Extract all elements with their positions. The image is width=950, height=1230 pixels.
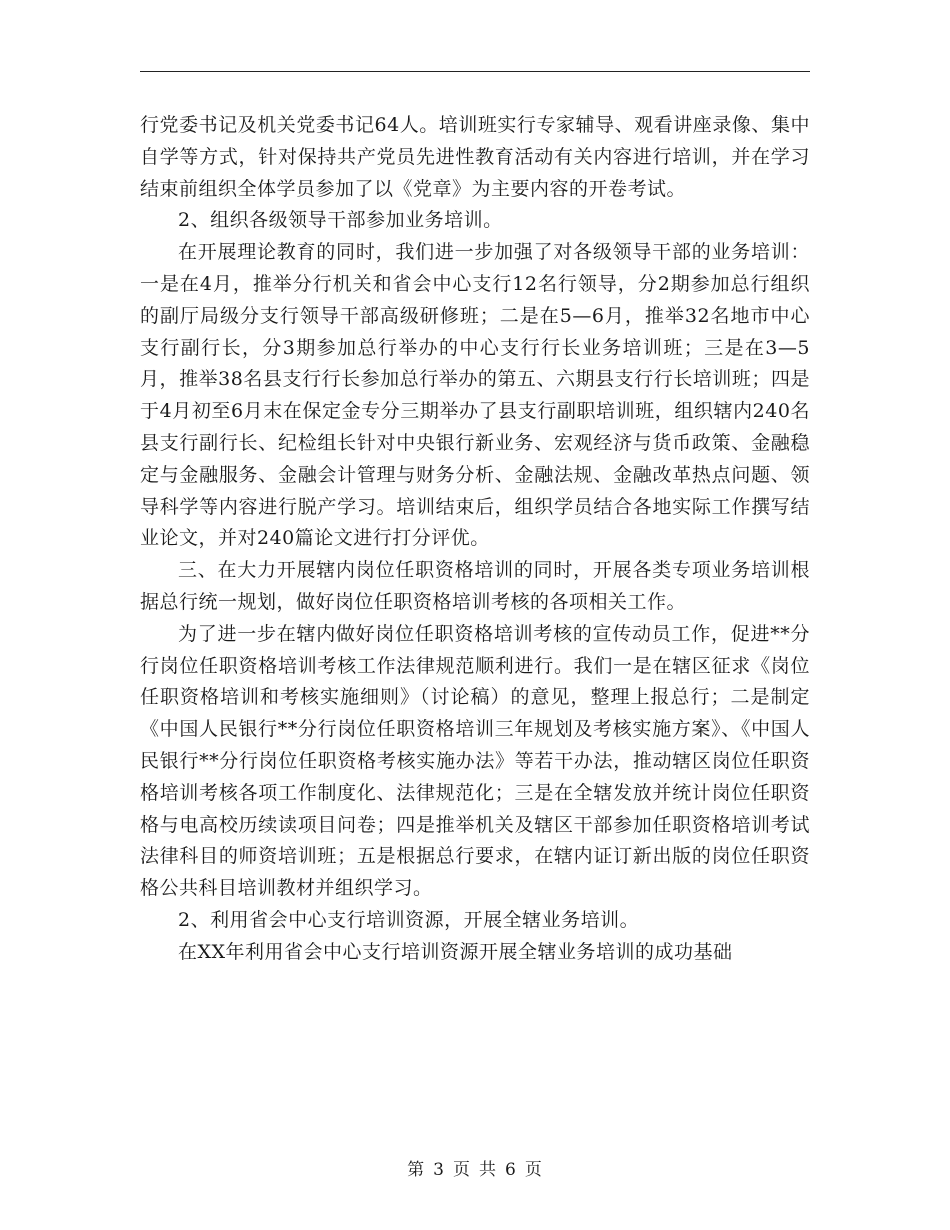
footer-prefix: 第 [407,1160,426,1180]
heading-leader-training: 2、组织各级领导干部参加业务培训。 [178,209,503,232]
footer-page-number: 3 [433,1160,445,1180]
footer-total-word: 共 [479,1160,497,1180]
document-body [140,110,810,969]
heading-provincial-resources: 2、利用省会中心支行培训资源，开展全辖业务培训。 [178,908,640,931]
paragraph-provincial-resources: 在XX年利用省会中心支行培训资源开展全辖业务培训的成功基础 [178,940,733,963]
paragraph-leader-training: 在开展理论教育的同时，我们进一步加强了对各级领导干部的业务培训：一是在4月，推举分行机关和省会中心支行12名行领导，分2期参加总行组织的副厅局级分支行领导干部高级研修班；二是在5—6月，推举32名地市中心支行副行长，分3期参加总行举办的中心支行行长业务培训班；三是在3—5月，推举38名县支行行长参加总行举办的第五、六期县支行行长培训班；四是于4月初至6月末在保定金专分三期举办了县支行副职培训班，组织辖内240名县支行副行长、纪检组长针对中央银行新业务、宏观经济与货币政策、金融稳定与金融服务、金融会计管理与财务分析、金融法规、金融改革热点问题、领导科学等内容进行脱产学习。培训结束后，组织学员结合各地实际工作撰写结业论文，并对240篇论文进行打分评优。 [140,241,810,550]
header-rule [140,71,810,72]
footer-page-word: 页 [453,1160,471,1180]
footer-total-pages: 6 [505,1160,517,1180]
paragraph-continuation: 行党委书记及机关党委书记64人。培训班实行专家辅导、观看讲座录像、集中自学等方式，针对保持共产党员先进性教育活动有关内容进行培训，并在学习结束前组织全体学员参加了以《党章》为主要内容的开卷考试。 [140,114,810,200]
paragraph-qualification: 为了进一步在辖内做好岗位任职资格培训考核的宣传动员工作，促进**分行岗位任职资格培训考核工作法律规范顺利进行。我们一是在辖区征求《岗位任职资格培训和考核实施细则》（讨论稿）的意见，整理上报总行；二是制定《中国人民银行**分行岗位任职资格培训三年规划及考核实施方案》、《中国人民银行**分行岗位任职资格考核实施办法》等若干办法，推动辖区岗位任职资格培训考核各项工作制度化、法律规范化；三是在全辖发放并统计岗位任职资格与电高校历续读项目问卷；四是推举机关及辖区干部参加任职资格培训考试法律科目的师资培训班；五是根据总行要求，在辖内证订新出版的岗位任职资格公共科目培训教材并组织学习。 [140,622,810,900]
footer-suffix: 页 [524,1160,543,1180]
page-footer [0,1155,950,1180]
heading-section-three: 三、在大力开展辖内岗位任职资格培训的同时，开展各类专项业务培训根据总行统一规划，做好岗位任职资格培训考核的各项相关工作。 [140,559,810,613]
